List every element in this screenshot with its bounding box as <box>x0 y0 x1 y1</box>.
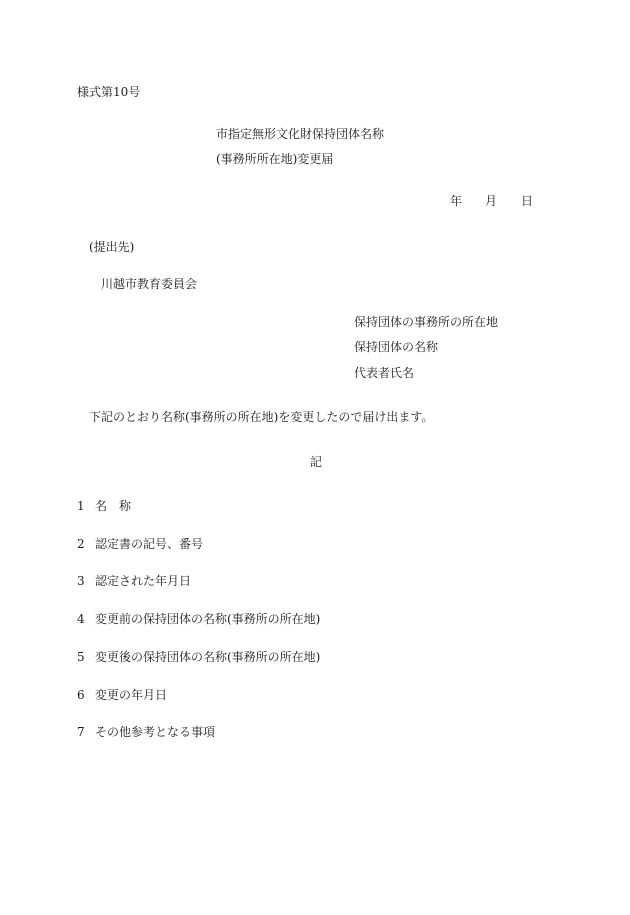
list-item-label: 認定書の記号、番号 <box>95 537 204 551</box>
applicant-address-label: 保持団体の事務所の所在地 <box>354 315 499 329</box>
list-item-number: 5 <box>77 650 85 664</box>
list-item <box>77 651 320 663</box>
applicant-representative-label: 代表者氏名 <box>354 366 415 380</box>
list-item-label: 変更前の保持団体の名称(事務所の所在地) <box>95 612 321 626</box>
recipient-label: (提出先) <box>89 240 135 254</box>
date-day-label: 日 <box>521 194 534 208</box>
form-number: 様式第10号 <box>77 85 141 99</box>
list-item <box>77 726 215 738</box>
list-item-label: 名 称 <box>95 499 132 513</box>
list-item-number: 3 <box>77 574 85 588</box>
list-item-number: 1 <box>77 499 85 513</box>
list-item <box>77 689 167 701</box>
list-item <box>77 538 203 550</box>
list-item-number: 6 <box>77 688 85 702</box>
date-year-label: 年 <box>450 194 463 208</box>
recipient-name: 川越市教育委員会 <box>101 277 198 291</box>
list-item-label: 変更後の保持団体の名称(事務所の所在地) <box>95 650 321 664</box>
list-item-number: 2 <box>77 537 85 551</box>
body-text: 下記のとおり名称(事務所の所在地)を変更したので届け出ます。 <box>89 410 434 424</box>
list-item-label: 認定された年月日 <box>95 574 192 588</box>
applicant-org-name-label: 保持団体の名称 <box>354 340 439 354</box>
date-month-label: 月 <box>485 194 498 208</box>
document-title-line-1: 市指定無形文化財保持団体名称 <box>216 127 385 141</box>
ki-heading: 記 <box>310 455 323 469</box>
list-item <box>77 575 191 587</box>
document-title-line-2: (事務所所在地)変更届 <box>216 152 334 166</box>
list-item <box>77 613 320 625</box>
list-item-number: 4 <box>77 612 85 626</box>
list-item-label: その他参考となる事項 <box>95 725 216 739</box>
list-item-number: 7 <box>77 725 85 739</box>
list-item-label: 変更の年月日 <box>95 688 168 702</box>
list-item <box>77 500 131 512</box>
